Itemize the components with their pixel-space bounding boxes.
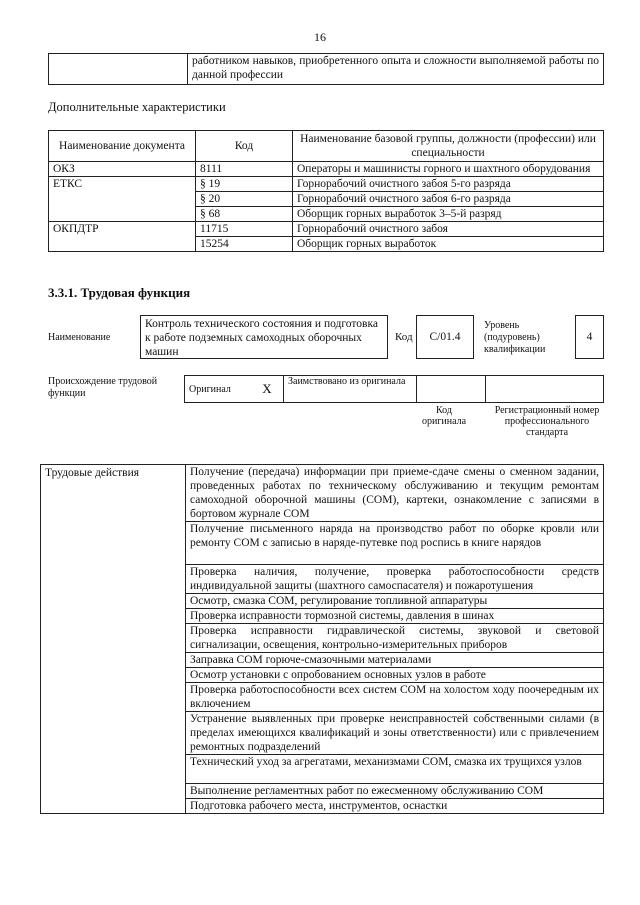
- row-doc: ЕТКС: [49, 177, 196, 222]
- row-doc: ОКПДТР: [49, 222, 196, 252]
- action-item: Получение (передача) информации при приеме-сдаче смены о сменном задании, проведенных работах по техническому обслуживанию и текущим ремонтам самоходной оборочной машины (СОМ), картеки, ознакомление с записями в бортовом журнале СОМ: [186, 465, 604, 522]
- labor-actions-table: [40, 464, 604, 814]
- reg-number-caption: Регистрационный номер профессионального стандарта: [494, 405, 600, 438]
- reg-number-cell: [486, 376, 604, 403]
- level-label: Уровень (подуровень) квалификации: [484, 320, 546, 355]
- row-name: Горнорабочий очистного забоя 6-го разряда: [293, 192, 604, 207]
- header-name: Наименование базовой группы, должности (профессии) или специальности: [293, 131, 604, 162]
- continuation-table: [48, 53, 604, 85]
- action-item: Осмотр, смазка СОМ, регулирование топливной аппаратуры: [186, 594, 604, 609]
- original-label: Оригинал: [185, 376, 252, 403]
- action-item: Заправка СОМ горюче-смазочными материалами: [186, 653, 604, 668]
- continuation-text: работником навыков, приобретенного опыта и сложности выполняемой работы по данной профессии: [188, 54, 604, 85]
- table-header-row: [49, 131, 604, 162]
- row-code: § 19: [196, 177, 293, 192]
- action-item: Устранение выявленных при проверке неисправностей собственными силами (в пределах имеющихся квалификаций и зоны ответственности) или с привлечением ремонтных подразделений: [186, 712, 604, 755]
- function-name-text: Контроль технического состояния и подготовка к работе подземных самоходных оборочных машин: [145, 318, 378, 358]
- function-code-text: C/01.4: [429, 331, 461, 343]
- action-item: Проверка исправности тормозной системы, давления в шинах: [186, 609, 604, 624]
- row-code: § 68: [196, 207, 293, 222]
- action-item: Получение письменного наряда на производство работ по оборке кровли или ремонту СОМ с записью в наряде-путевке под роспись в книге нарядов: [186, 522, 604, 565]
- action-item: Проверка наличия, получение, проверка работоспособности средств индивидуальной защиты (шахтного самоспасателя) и пожаротушения: [186, 565, 604, 594]
- level-box: [575, 315, 604, 359]
- row-name: Оборщик горных выработок 3–5-й разряд: [293, 207, 604, 222]
- actions-label: Трудовые действия: [41, 465, 186, 814]
- empty-cell: [49, 54, 188, 85]
- code-label: Код: [395, 331, 413, 343]
- row-code: 11715: [196, 222, 293, 237]
- action-item: Проверка исправности гидравлической системы, звуковой и световой сигнализации, освещения, контрольно-измерительных приборов: [186, 624, 604, 653]
- function-name-box: [140, 315, 388, 359]
- action-item: Технический уход за агрегатами, механизмами СОМ, смазка их трущихся узлов: [186, 755, 604, 784]
- function-code-box: [416, 315, 474, 359]
- table-row: [49, 162, 604, 177]
- table-row: [49, 222, 604, 237]
- action-item: Осмотр установки с опробованием основных узлов в работе: [186, 668, 604, 683]
- action-item: Выполнение регламентных работ по ежесменному обслуживанию СОМ: [186, 784, 604, 799]
- row-code: 8111: [196, 162, 293, 177]
- action-item: Подготовка рабочего места, инструментов, оснастки: [186, 799, 604, 814]
- row-code: 15254: [196, 237, 293, 252]
- header-code: Код: [196, 131, 293, 162]
- original-mark: X: [251, 376, 284, 403]
- action-item: Проверка работоспособности всех систем СОМ на холостом ходу поочередным их включением: [186, 683, 604, 712]
- additional-heading: Дополнительные характеристики: [48, 100, 226, 114]
- row-code: § 20: [196, 192, 293, 207]
- table-row: [49, 177, 604, 192]
- row-name: Горнорабочий очистного забоя: [293, 222, 604, 237]
- code-original-cell: [417, 376, 486, 403]
- row-doc: ОКЗ: [49, 162, 196, 177]
- name-label: Наименование: [48, 332, 111, 343]
- origin-table: [184, 375, 604, 403]
- row-name: Операторы и машинисты горного и шахтного оборудования: [293, 162, 604, 177]
- row-name: Оборщик горных выработок: [293, 237, 604, 252]
- borrowed-label: Заимствовано из оригинала: [284, 376, 417, 403]
- origin-label: Происхождение трудовой функции: [48, 376, 158, 399]
- level-value: 4: [586, 331, 593, 343]
- row-name: Горнорабочий очистного забоя 5-го разряда: [293, 177, 604, 192]
- code-original-caption: Код оригинала: [421, 405, 467, 427]
- extra-characteristics-table: [48, 130, 604, 252]
- section-title: 3.3.1. Трудовая функция: [48, 285, 191, 300]
- header-doc: Наименование документа: [49, 131, 196, 162]
- page-number: 16: [314, 30, 326, 44]
